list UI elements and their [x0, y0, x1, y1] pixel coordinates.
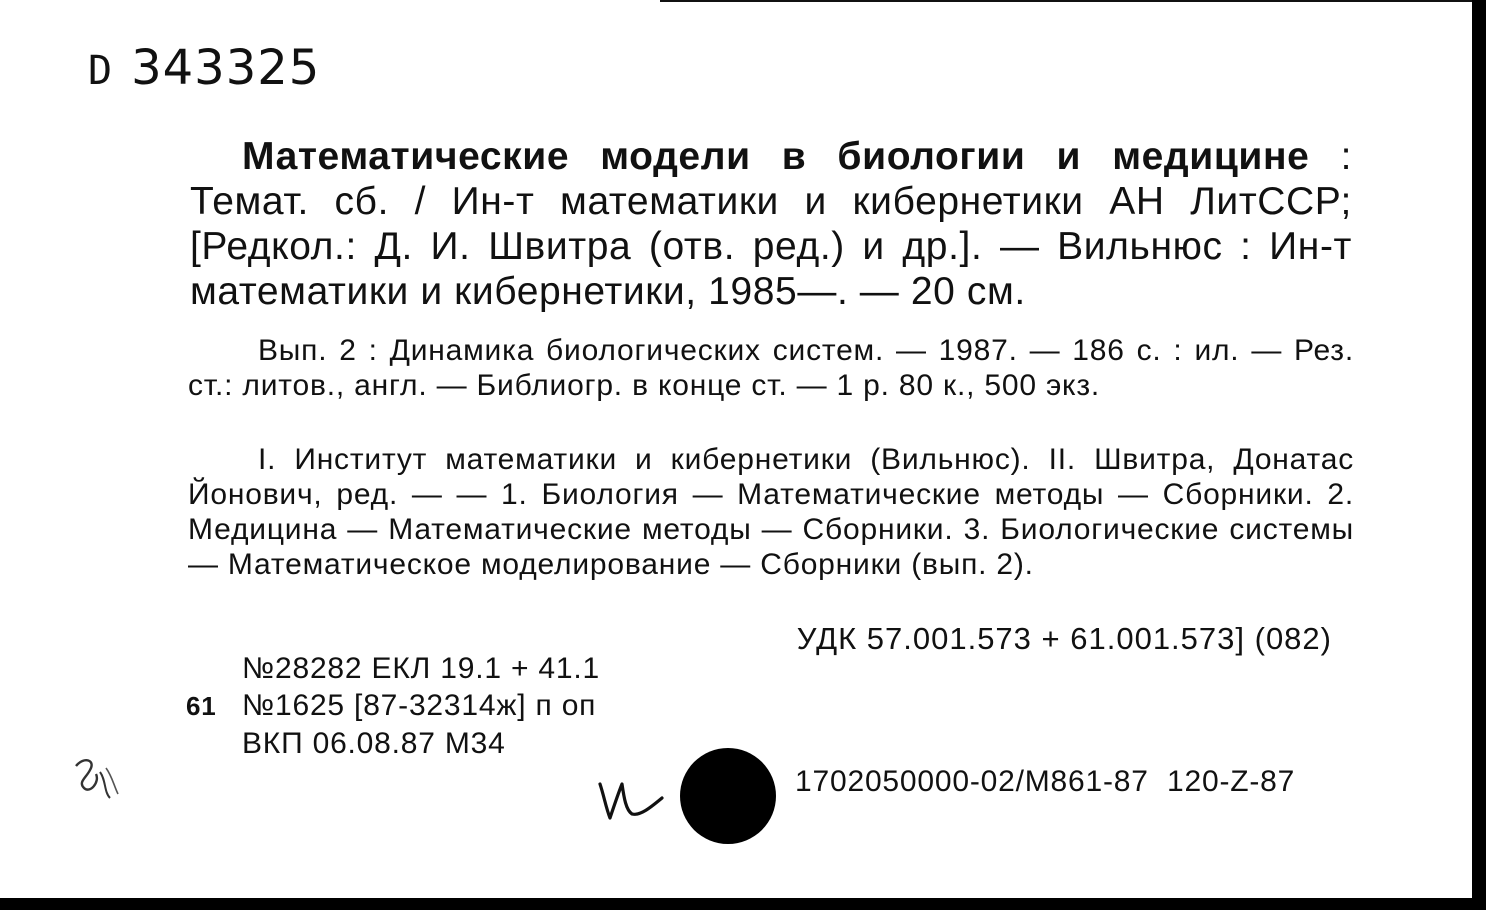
registry-block — [186, 650, 600, 762]
top-rule — [660, 0, 1472, 2]
registry-line-2-row — [186, 687, 600, 725]
handwritten-corner-mark — [70, 752, 122, 804]
handwritten-initials — [596, 772, 666, 824]
registry-line-2: №1625 [87-32314ж] п оп — [242, 689, 597, 722]
entry-title: Математические модели в биологии и медицине — [242, 135, 1310, 178]
registry-line-3: ВКП 06.08.87 М34 — [242, 727, 506, 760]
scan-edge-bottom — [0, 898, 1486, 910]
subject-tracings: I. Институт математики и кибернетики (Вильнюс). II. Швитра, Донатас Йонович, ред. — — 1. Биология — Математические методы — Сборники. 2. Медицина — Математические методы — Сборники. 3. Биологические системы — Математическое моделирование — Сборники (вып. 2). — [188, 443, 1354, 581]
scan-edge-right — [1472, 0, 1486, 910]
main-entry — [190, 134, 1352, 314]
call-number-prefix: D — [88, 48, 114, 94]
entry-description: : Темат. сб. / Ин-т математики и кибернетики АН ЛитССР; [Редкол.: Д. И. Швитра (отв. ред.) и др.]. — Вильнюс : Ин-т математики и кибернетики, 1985—. — 20 см. — [190, 135, 1353, 313]
udc-classification: УДК 57.001.573 + 61.001.573] (082) — [796, 621, 1332, 656]
publisher-code: 1702050000-02/М861-87 120-Z-87 — [795, 765, 1296, 798]
call-number-value: 343325 — [131, 40, 321, 96]
registry-line-1: №28282 ЕКЛ 19.1 + 41.1 — [242, 652, 601, 685]
punched-hole — [680, 748, 776, 844]
call-number — [88, 40, 320, 99]
region-mark: 61 — [186, 691, 217, 721]
volume-description: Вып. 2 : Динамика биологических систем. — 1987. — 186 с. : ил. — Рез. ст.: литов., англ. — Библиогр. в конце ст. — 1 р. 80 к., 500 экз. — [188, 334, 1354, 402]
